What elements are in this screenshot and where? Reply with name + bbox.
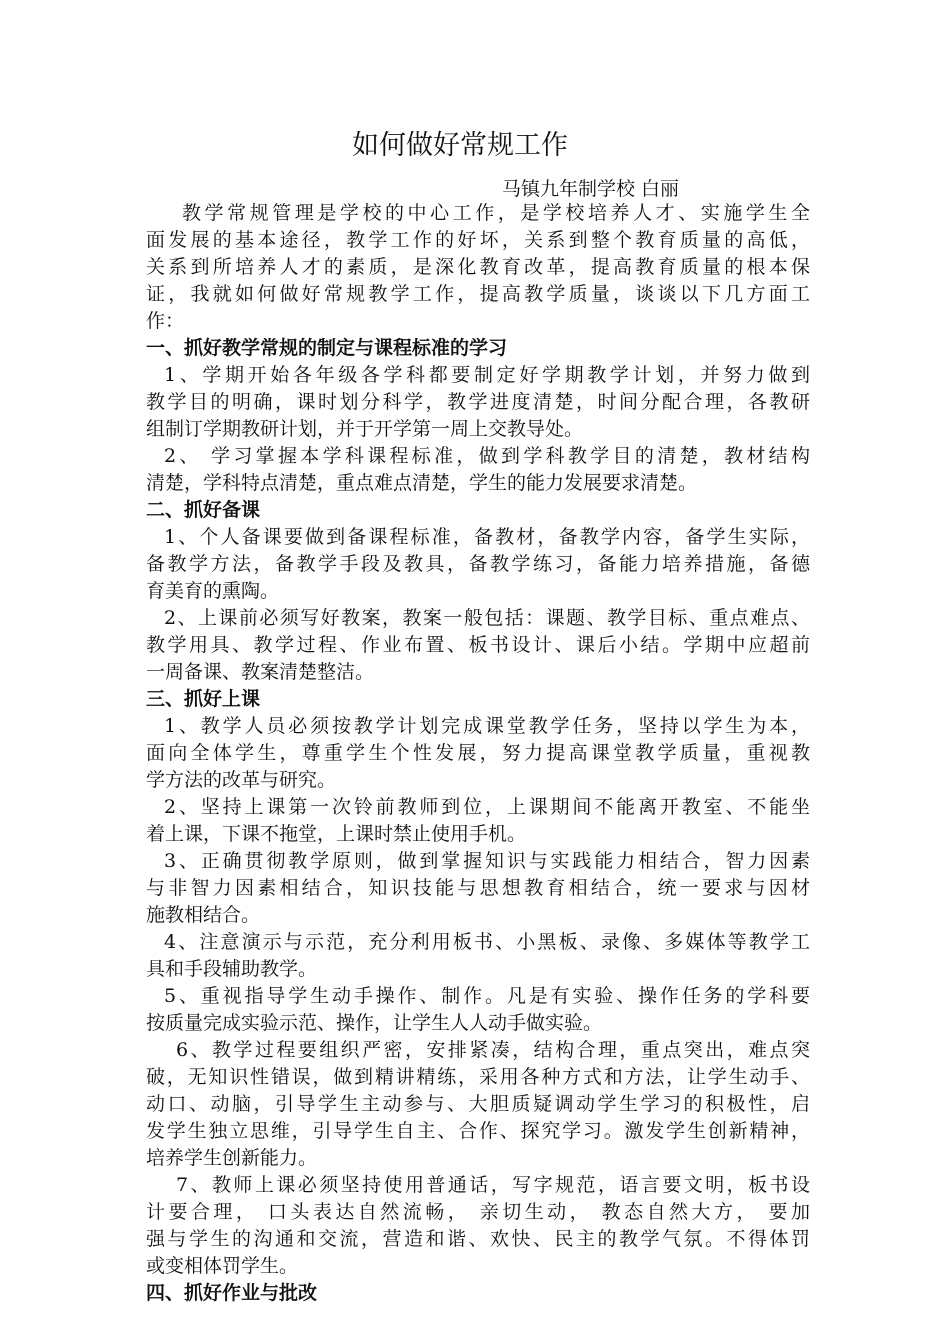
paragraph-line: 作： <box>146 310 185 332</box>
paragraph-line: 2、上课前必须写好教案，教案一般包括：课题、教学目标、重点难点、 <box>164 607 810 629</box>
paragraph-line: 3、正确贯彻教学原则，做到掌握知识与实践能力相结合，智力因素 <box>164 850 810 872</box>
paragraph-line: 教学目的明确，课时划分科学，教学进度清楚，时间分配合理，各教研 <box>146 391 810 413</box>
paragraph-line: 面发展的基本途径，教学工作的好坏，关系到整个教育质量的高低， <box>146 229 810 251</box>
paragraph-line: 1、教学人员必须按教学计划完成课堂教学任务，坚持以学生为本， <box>164 715 810 737</box>
paragraph-line: 与非智力因素相结合，知识技能与思想教育相结合，统一要求与因材 <box>146 877 810 899</box>
paragraph-line: 6、教学过程要组织严密，安排紧凑，结构合理，重点突出，难点突 <box>176 1039 810 1061</box>
paragraph-line: 或变相体罚学生。 <box>146 1255 299 1277</box>
paragraph-line: 清楚，学科特点清楚，重点难点清楚，学生的能力发展要求清楚。 <box>146 472 698 494</box>
paragraph-line: 4、注意演示与示范，充分利用板书、小黑板、录像、多媒体等教学工 <box>164 931 810 953</box>
paragraph-line: 发学生独立思维，引导学生自主、合作、探究学习。激发学生创新精神， <box>146 1120 810 1142</box>
paragraph-line: 证，我就如何做好常规教学工作，提高教学质量，谈谈以下几方面工 <box>146 283 810 305</box>
paragraph-line: 5、重视指导学生动手操作、制作。凡是有实验、操作任务的学科要 <box>164 985 810 1007</box>
author-line: 马镇九年制学校 白丽 <box>502 178 680 200</box>
paragraph-line: 2、 学习掌握本学科课程标准，做到学科教学目的清楚，教材结构 <box>164 445 810 467</box>
paragraph-line: 学方法的改革与研究。 <box>146 769 337 791</box>
paragraph-line: 面向全体学生，尊重学生个性发展，努力提高课堂教学质量，重视教 <box>146 742 810 764</box>
paragraph-line: 计要合理， 口头表达自然流畅， 亲切生动， 教态自然大方， 要加 <box>146 1201 810 1223</box>
paragraph-line: 动口、动脑，引导学生主动参与、大胆质疑调动学生学习的积极性，启 <box>146 1093 810 1115</box>
document-title: 如何做好常规工作 <box>352 130 568 161</box>
paragraph-line: 组制订学期教研计划，并于开学第一周上交教导处。 <box>146 418 584 440</box>
paragraph-line: 强与学生的沟通和交流，营造和谐、欢快、民主的教学气氛。不得体罚 <box>146 1228 810 1250</box>
paragraph-line: 备教学方法，备教学手段及教具，备教学练习，备能力培养措施，备德 <box>146 553 810 575</box>
paragraph-line: 1、学期开始各年级各学科都要制定好学期教学计划，并努力做到 <box>164 364 810 386</box>
paragraph-line: 一周备课、教案清楚整洁。 <box>146 661 375 683</box>
paragraph-line: 7、教师上课必须坚持使用普通话，写字规范，语言要文明，板书设 <box>176 1174 810 1196</box>
paragraph-line: 育美育的熏陶。 <box>146 580 280 602</box>
document-body <box>146 200 810 1307</box>
section-heading: 二、抓好备课 <box>146 499 261 521</box>
paragraph-line: 具和手段辅助教学。 <box>146 958 318 980</box>
paragraph-line: 关系到所培养人才的素质，是深化教育改革，提高教育质量的根本保 <box>146 256 810 278</box>
paragraph-line: 教学常规管理是学校的中心工作，是学校培养人才、实施学生全 <box>182 202 810 224</box>
paragraph-line: 着上课，下课不拖堂，上课时禁止使用手机。 <box>146 823 527 845</box>
paragraph-line: 教学用具、教学过程、作业布置、板书设计、课后小结。学期中应超前 <box>146 634 810 656</box>
section-heading: 一、抓好教学常规的制定与课程标准的学习 <box>146 337 508 359</box>
section-heading: 四、抓好作业与批改 <box>146 1282 318 1304</box>
section-heading: 三、抓好上课 <box>146 688 261 710</box>
paragraph-line: 培养学生创新能力。 <box>146 1147 318 1169</box>
paragraph-line: 2、坚持上课第一次铃前教师到位，上课期间不能离开教室、不能坐 <box>164 796 810 818</box>
paragraph-line: 施教相结合。 <box>146 904 261 926</box>
paragraph-line: 破，无知识性错误，做到精讲精练，采用各种方式和方法，让学生动手、 <box>146 1066 810 1088</box>
paragraph-line: 按质量完成实验示范、操作，让学生人人动手做实验。 <box>146 1012 603 1034</box>
paragraph-line: 1、个人备课要做到备课程标准，备教材，备教学内容，备学生实际， <box>164 526 810 548</box>
